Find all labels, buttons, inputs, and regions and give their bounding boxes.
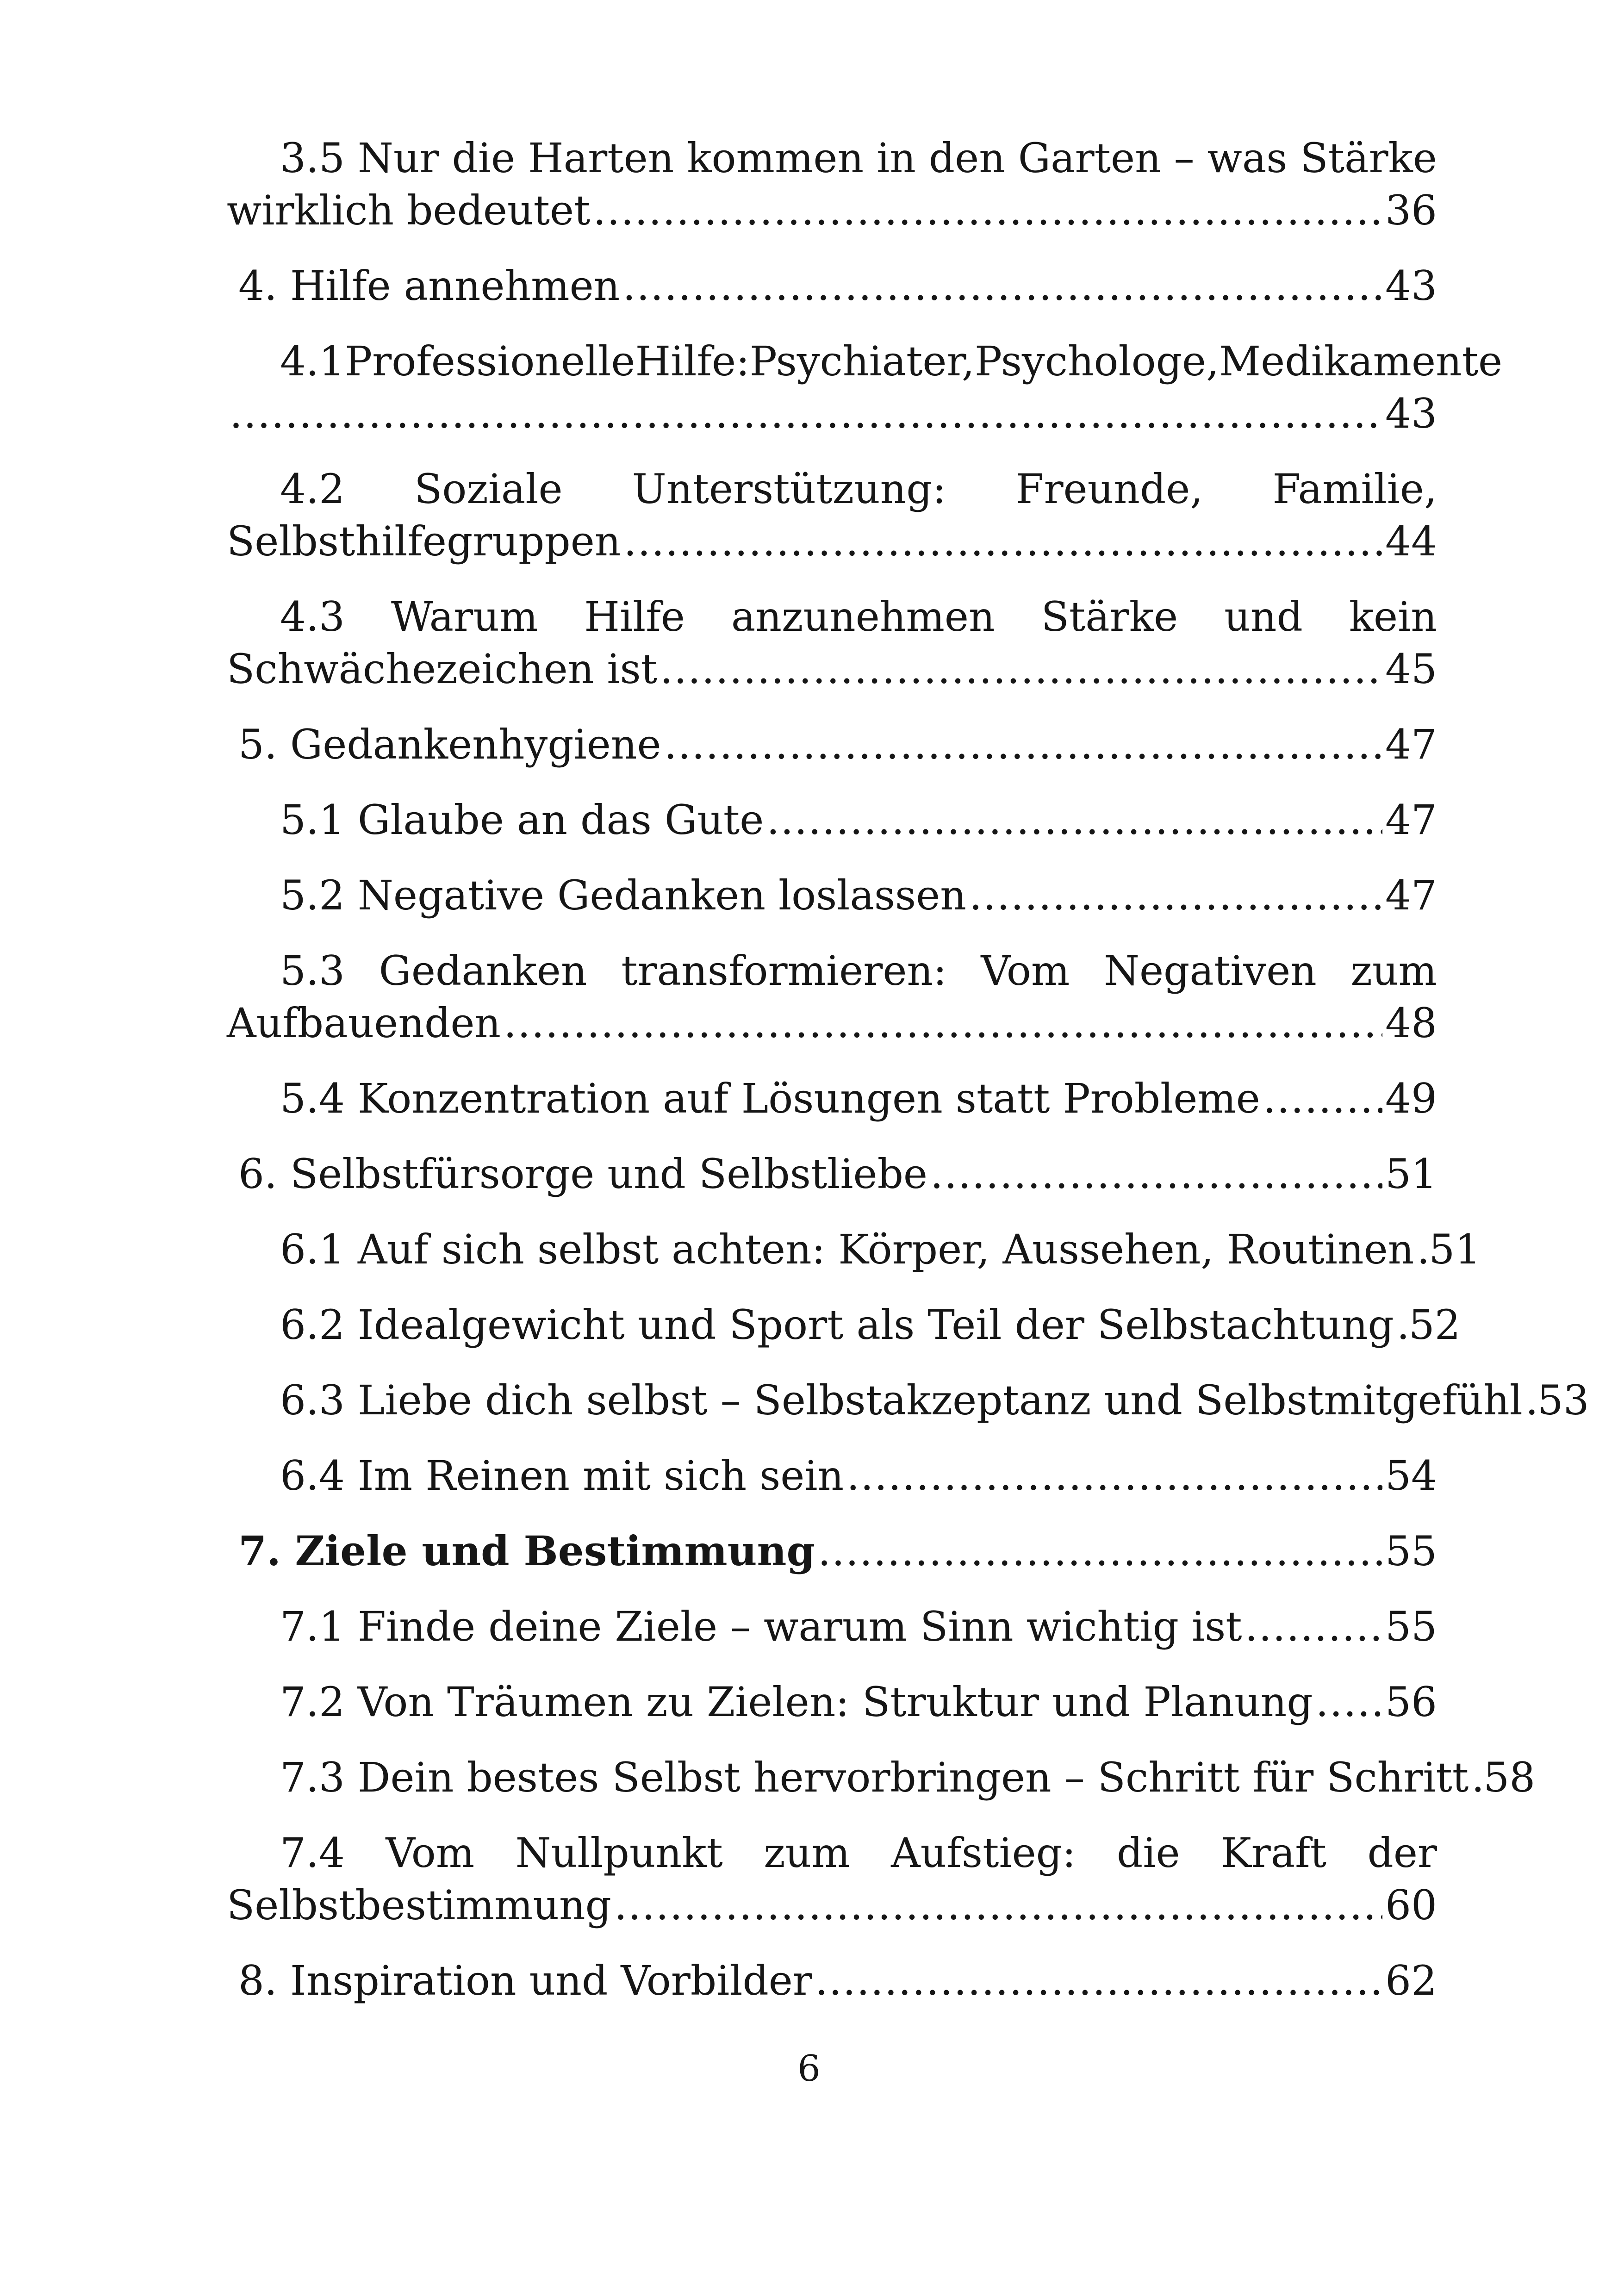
toc-word: Freunde, <box>1015 465 1203 513</box>
dot-leader <box>846 1450 1382 1502</box>
toc-entry-title: 7. Ziele und Bestimmung <box>238 1527 815 1575</box>
toc-word: – <box>1174 134 1195 182</box>
toc-word: Stärke <box>1041 593 1178 641</box>
toc-word: Psychologe, <box>974 337 1220 385</box>
toc-entry-5-2 <box>227 869 1437 921</box>
toc-entry-title: 6.3 Liebe dich selbst – Selbstakzeptanz und Selbstmitgefühl <box>280 1376 1523 1424</box>
toc-word: Unterstützung: <box>632 465 946 513</box>
dot-leader <box>623 515 1382 567</box>
toc-entry-3-5 <box>227 132 1437 236</box>
toc-entry-7-2 <box>227 1676 1437 1728</box>
dot-leader <box>614 1879 1382 1931</box>
toc-word: Kraft <box>1220 1829 1327 1877</box>
toc-entry-title: 5. Gedankenhygiene <box>238 721 661 768</box>
toc-word: 4.1 <box>280 337 345 385</box>
toc-entry-title-line <box>227 945 1437 997</box>
toc-entry-5-3 <box>227 945 1437 1049</box>
toc-word: 5.3 <box>280 947 345 995</box>
toc-entry-title: 7.3 Dein bestes Selbst hervorbringen – Schritt für Schritt <box>280 1754 1469 1801</box>
toc-word: Warum <box>391 593 538 641</box>
toc-word: den <box>928 134 1005 182</box>
toc-entry-5-1 <box>227 794 1437 846</box>
toc-word: der <box>1367 1829 1437 1877</box>
page-number: 6 <box>797 2048 821 2090</box>
toc-page-number: 54 <box>1385 1452 1437 1500</box>
toc-entry-title: 7.1 Finde deine Ziele – warum Sinn wichtig ist <box>280 1603 1242 1650</box>
dot-leader <box>1471 1751 1481 1804</box>
dot-leader <box>815 1954 1382 2007</box>
toc-entry-7-3 <box>227 1751 1536 1804</box>
toc-entry-5 <box>227 718 1437 771</box>
toc-word: Medikamente <box>1219 337 1503 385</box>
dot-leader <box>1417 1223 1426 1276</box>
toc-entry-title-line <box>227 335 1503 387</box>
toc-page-number: 43 <box>1385 390 1437 437</box>
toc-word: Professionelle <box>344 337 635 385</box>
toc-word: Hilfe <box>584 593 685 641</box>
toc-page-number: 51 <box>1385 1150 1437 1198</box>
toc-page-number: 53 <box>1537 1376 1589 1424</box>
toc-entry-title: 5.2 Negative Gedanken loslassen <box>280 871 966 919</box>
toc-word: Vom <box>981 947 1070 995</box>
toc-page-number: 56 <box>1385 1678 1437 1726</box>
toc-word: Vom <box>386 1829 475 1877</box>
dot-leader <box>1245 1600 1382 1653</box>
toc-entry-4 <box>227 260 1437 312</box>
toc-page-number: 49 <box>1385 1075 1437 1122</box>
toc-entry-5-4 <box>227 1072 1437 1125</box>
dot-leader <box>1525 1374 1535 1426</box>
toc-entry-title-continuation: wirklich bedeutet <box>227 187 591 234</box>
dot-leader <box>622 260 1382 312</box>
toc-word: die <box>452 134 516 182</box>
toc-word: Nullpunkt <box>515 1829 723 1877</box>
toc-entry-title: 6.2 Idealgewicht und Sport als Teil der Selbstachtung <box>280 1301 1394 1349</box>
dot-leader <box>818 1525 1382 1577</box>
toc-word: die <box>1117 1829 1180 1877</box>
dot-leader <box>504 997 1382 1049</box>
toc-entry-title-line <box>227 1827 1437 1879</box>
toc-word: Nur <box>357 134 439 182</box>
toc-word: zum <box>1350 947 1437 995</box>
toc-page-number: 47 <box>1385 721 1437 768</box>
toc-entry-title-continuation: Selbsthilfegruppen <box>227 517 621 565</box>
toc-entry-8 <box>227 1954 1437 2007</box>
toc-page-number: 44 <box>1385 517 1437 565</box>
toc-word: 7.4 <box>280 1829 345 1877</box>
dot-leader <box>660 643 1382 695</box>
toc-word: 4.3 <box>280 593 345 641</box>
toc-page-number: 36 <box>1385 187 1437 234</box>
toc-word: Garten <box>1018 134 1161 182</box>
dot-leader <box>1263 1072 1382 1125</box>
toc-page-number: 45 <box>1385 645 1437 693</box>
toc-word: kein <box>1349 593 1437 641</box>
toc-entry-4-1 <box>227 335 1503 440</box>
toc-entry-title: 7.2 Von Träumen zu Zielen: Struktur und Planung <box>280 1678 1313 1726</box>
toc-word: in <box>877 134 916 182</box>
toc-word: Gedanken <box>379 947 587 995</box>
toc-entry-6-4 <box>227 1450 1437 1502</box>
toc-entry-title: 6.4 Im Reinen mit sich sein <box>280 1452 844 1500</box>
toc-entry-6-3 <box>227 1374 1589 1426</box>
toc-word: zum <box>764 1829 850 1877</box>
toc-word: Psychiater, <box>749 337 975 385</box>
toc-page-number: 62 <box>1385 1957 1437 2004</box>
toc-entry-title-continuation: Aufbauenden <box>227 999 501 1047</box>
toc-page-number: 58 <box>1483 1754 1536 1801</box>
dot-leader <box>593 184 1382 236</box>
toc-word: Aufstieg: <box>891 1829 1076 1877</box>
toc-entry-title: 6. Selbstfürsorge und Selbstliebe <box>238 1150 927 1198</box>
toc-word: Harten <box>528 134 674 182</box>
toc-entry-title-continuation: Schwächezeichen ist <box>227 645 658 693</box>
toc-word: Stärke <box>1300 134 1437 182</box>
dot-leader <box>1316 1676 1382 1728</box>
toc-entry-7-4 <box>227 1827 1437 1931</box>
toc-page-number: 60 <box>1385 1881 1437 1929</box>
toc-page-number: 55 <box>1385 1527 1437 1575</box>
toc-word: 3.5 <box>280 134 345 182</box>
toc-word: Familie, <box>1272 465 1437 513</box>
toc-entry-title-line <box>227 591 1437 643</box>
toc-page-number: 51 <box>1429 1226 1481 1273</box>
toc-entry-title: 5.4 Konzentration auf Lösungen statt Probleme <box>280 1075 1260 1122</box>
table-of-contents <box>227 132 1589 2030</box>
toc-entry-title-line <box>227 132 1437 184</box>
toc-word: transformieren: <box>621 947 947 995</box>
toc-entry-title: 4. Hilfe annehmen <box>238 262 620 310</box>
toc-entry-title-continuation: Selbstbestimmung <box>227 1881 612 1929</box>
toc-entry-7-1 <box>227 1600 1437 1653</box>
toc-entry-6-2 <box>227 1299 1461 1351</box>
toc-entry-6-1 <box>227 1223 1481 1276</box>
toc-entry-4-3 <box>227 591 1437 695</box>
toc-word: 4.2 <box>280 465 345 513</box>
toc-word: anzunehmen <box>731 593 995 641</box>
dot-leader <box>664 718 1382 771</box>
toc-page-number: 55 <box>1385 1603 1437 1650</box>
toc-word: Negativen <box>1103 947 1317 995</box>
dot-leader <box>766 794 1382 846</box>
toc-entry-title: 6.1 Auf sich selbst achten: Körper, Aussehen, Routinen <box>280 1226 1414 1273</box>
toc-word: kommen <box>687 134 864 182</box>
toc-page-number: 47 <box>1385 871 1437 919</box>
toc-entry-4-2 <box>227 463 1437 567</box>
toc-word: Hilfe: <box>635 337 750 385</box>
toc-entry-6 <box>227 1148 1437 1200</box>
toc-word: was <box>1207 134 1288 182</box>
toc-entry-title: 5.1 Glaube an das Gute <box>280 796 764 844</box>
toc-page-number: 43 <box>1385 262 1437 310</box>
toc-entry-7 <box>227 1525 1437 1577</box>
toc-entry-title-line <box>227 463 1437 515</box>
dot-leader <box>930 1148 1382 1200</box>
toc-word: und <box>1224 593 1303 641</box>
dot-leader <box>969 869 1382 921</box>
toc-page-number: 48 <box>1385 999 1437 1047</box>
toc-word: Soziale <box>414 465 563 513</box>
toc-page-number: 52 <box>1408 1301 1461 1349</box>
toc-page-number: 47 <box>1385 796 1437 844</box>
toc-entry-title: 8. Inspiration und Vorbilder <box>238 1957 812 2004</box>
dot-leader <box>230 387 1382 440</box>
dot-leader <box>1397 1299 1406 1351</box>
